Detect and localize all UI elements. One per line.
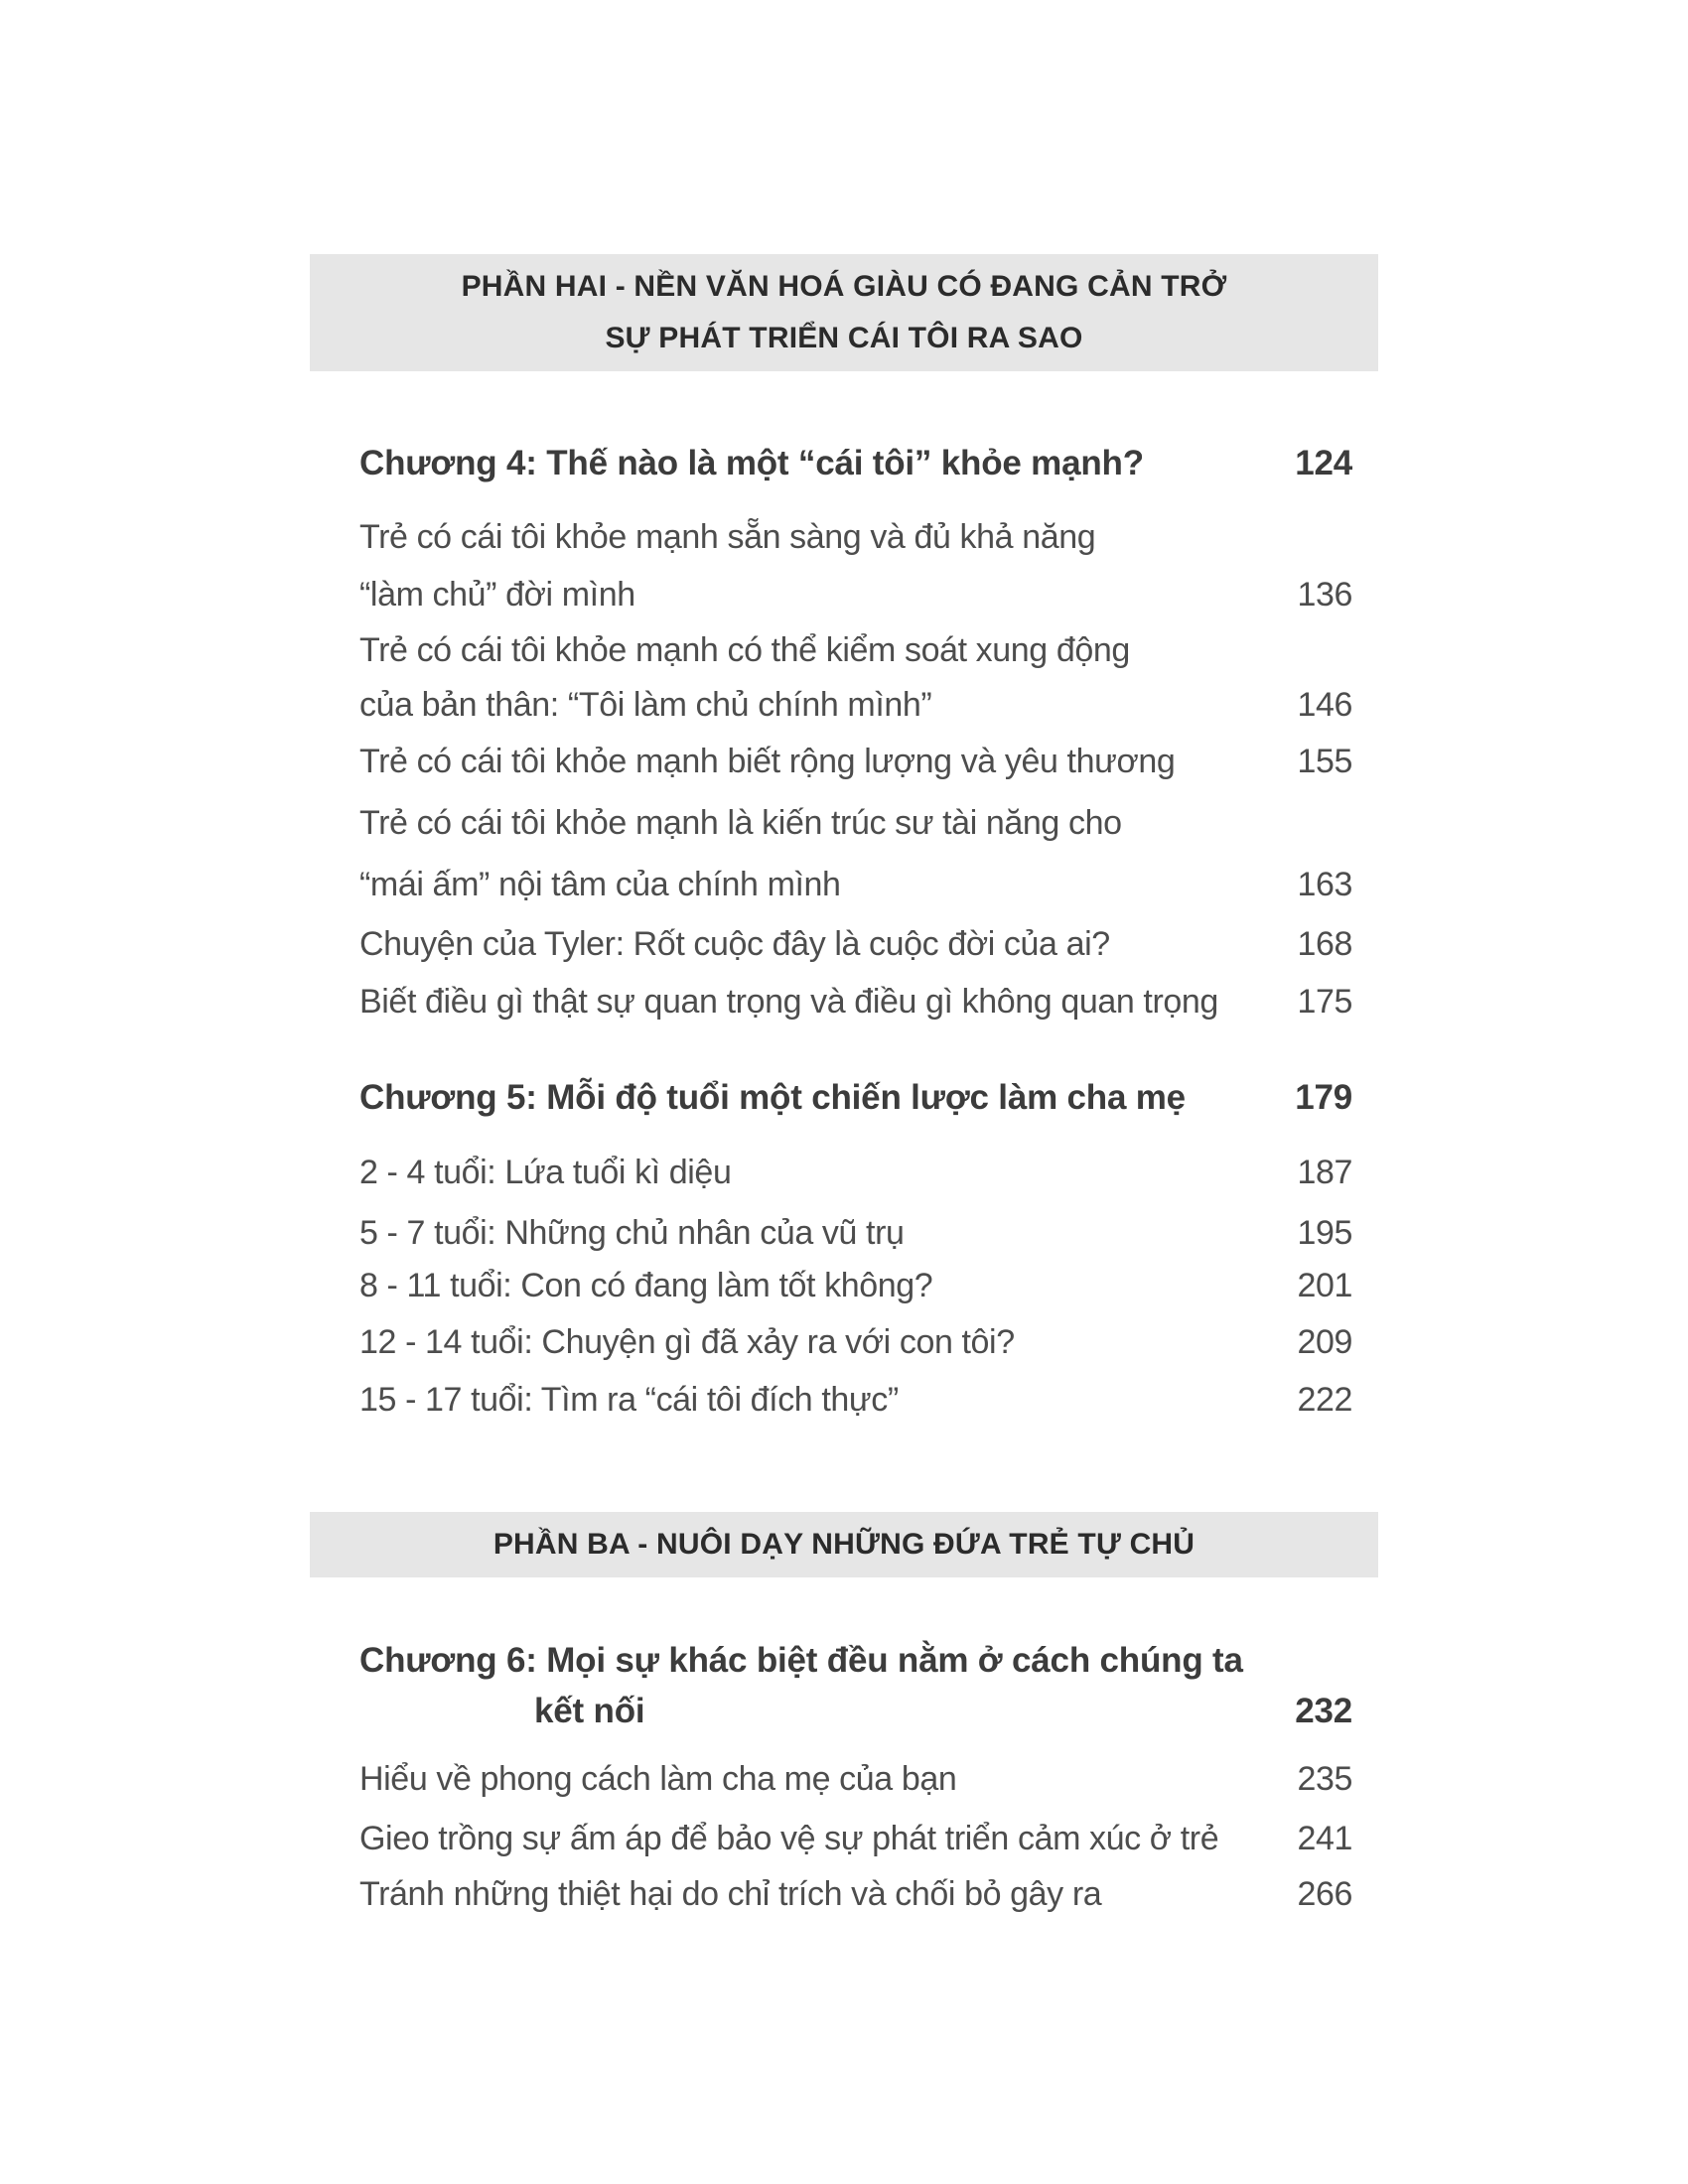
toc-row xyxy=(359,1144,1352,1201)
toc-entry-page: 179 xyxy=(1295,1078,1352,1117)
toc-entry-title: Trẻ có cái tôi khỏe mạnh sẵn sàng và đủ khả năng xyxy=(359,518,1096,556)
toc-entry-page: 201 xyxy=(1297,1267,1352,1304)
toc-entry-page: 232 xyxy=(1295,1692,1352,1730)
toc-entry-page: 235 xyxy=(1297,1760,1352,1798)
toc-entry-page: 136 xyxy=(1297,576,1352,614)
toc-entry-title: Gieo trồng sự ấm áp để bảo vệ sự phát triển cảm xúc ở trẻ xyxy=(359,1820,1219,1857)
section-banner-part-three xyxy=(310,1512,1378,1577)
toc-list xyxy=(359,0,1352,2184)
toc-row xyxy=(359,1371,1352,1429)
toc-row xyxy=(359,508,1352,566)
toc-row-chapter-5 xyxy=(359,1069,1352,1127)
toc-entry-title: 12 - 14 tuổi: Chuyện gì đã xảy ra với con tôi? xyxy=(359,1323,1015,1361)
toc-entry-title: 2 - 4 tuổi: Lứa tuổi kì diệu xyxy=(359,1154,732,1191)
toc-entry-title: Chương 6: Mọi sự khác biệt đều nằm ở cách chúng ta xyxy=(359,1641,1243,1680)
toc-entry-page: 124 xyxy=(1295,444,1352,482)
toc-row-chapter-6 xyxy=(359,1632,1352,1690)
toc-row xyxy=(359,1313,1352,1371)
toc-entry-title: kết nối xyxy=(534,1692,645,1730)
toc-entry-page: 168 xyxy=(1297,925,1352,963)
toc-row xyxy=(359,856,1352,913)
toc-row xyxy=(359,1750,1352,1808)
toc-row xyxy=(359,973,1352,1030)
toc-entry-page: 266 xyxy=(1297,1875,1352,1913)
section-banner-line1: PHẦN BA - NUÔI DẠY NHỮNG ĐỨA TRẺ TỰ CHỦ xyxy=(492,1528,1196,1561)
toc-entry-page: 146 xyxy=(1297,686,1352,724)
toc-row xyxy=(359,1810,1352,1867)
toc-row xyxy=(359,1865,1352,1923)
toc-entry-page: 222 xyxy=(1297,1381,1352,1419)
section-banner-line1: PHẦN HAI - NỀN VĂN HOÁ GIÀU CÓ ĐANG CẢN TRỞ xyxy=(461,270,1227,303)
toc-entry-title: 5 - 7 tuổi: Những chủ nhân của vũ trụ xyxy=(359,1214,905,1252)
toc-entry-page: 209 xyxy=(1297,1323,1352,1361)
toc-entry-title: Chuyện của Tyler: Rốt cuộc đây là cuộc đời của ai? xyxy=(359,925,1110,963)
toc-row xyxy=(359,733,1352,790)
toc-row xyxy=(359,1257,1352,1314)
toc-entry-title: Trẻ có cái tôi khỏe mạnh có thể kiểm soát xung động xyxy=(359,631,1130,669)
toc-entry-title: Tránh những thiệt hại do chỉ trích và chối bỏ gây ra xyxy=(359,1875,1102,1913)
toc-row xyxy=(359,794,1352,852)
toc-entry-title: Hiểu về phong cách làm cha mẹ của bạn xyxy=(359,1760,957,1798)
toc-row xyxy=(359,1204,1352,1262)
toc-entry-page: 155 xyxy=(1297,743,1352,780)
toc-entry-page: 187 xyxy=(1297,1154,1352,1191)
toc-entry-title: Trẻ có cái tôi khỏe mạnh là kiến trúc sư tài năng cho xyxy=(359,804,1122,842)
toc-row xyxy=(359,915,1352,973)
toc-entry-page: 175 xyxy=(1297,983,1352,1021)
toc-entry-page: 241 xyxy=(1297,1820,1352,1857)
toc-entry-title: Chương 5: Mỗi độ tuổi một chiến lược làm cha mẹ xyxy=(359,1078,1186,1117)
toc-entry-title: “mái ấm” nội tâm của chính mình xyxy=(359,866,841,903)
section-banner-line2: SỰ PHÁT TRIỂN CÁI TÔI RA SAO xyxy=(605,322,1083,354)
toc-entry-title: Trẻ có cái tôi khỏe mạnh biết rộng lượng và yêu thương xyxy=(359,743,1176,780)
toc-entry-title: 15 - 17 tuổi: Tìm ra “cái tôi đích thực” xyxy=(359,1381,899,1419)
toc-entry-title: Biết điều gì thật sự quan trọng và điều gì không quan trọng xyxy=(359,983,1218,1021)
toc-entry-page: 163 xyxy=(1297,866,1352,903)
toc-entry-title: của bản thân: “Tôi làm chủ chính mình” xyxy=(359,686,932,724)
toc-entry-title: 8 - 11 tuổi: Con có đang làm tốt không? xyxy=(359,1267,933,1304)
toc-entry-title: Chương 4: Thế nào là một “cái tôi” khỏe mạnh? xyxy=(359,444,1144,482)
toc-row xyxy=(359,676,1352,734)
toc-row-chapter-4 xyxy=(359,435,1352,492)
toc-row-chapter-6-continued xyxy=(359,1683,1352,1740)
toc-entry-page: 195 xyxy=(1297,1214,1352,1252)
toc-row xyxy=(359,621,1352,679)
toc-entry-title: “làm chủ” đời mình xyxy=(359,576,635,614)
toc-row xyxy=(359,566,1352,623)
